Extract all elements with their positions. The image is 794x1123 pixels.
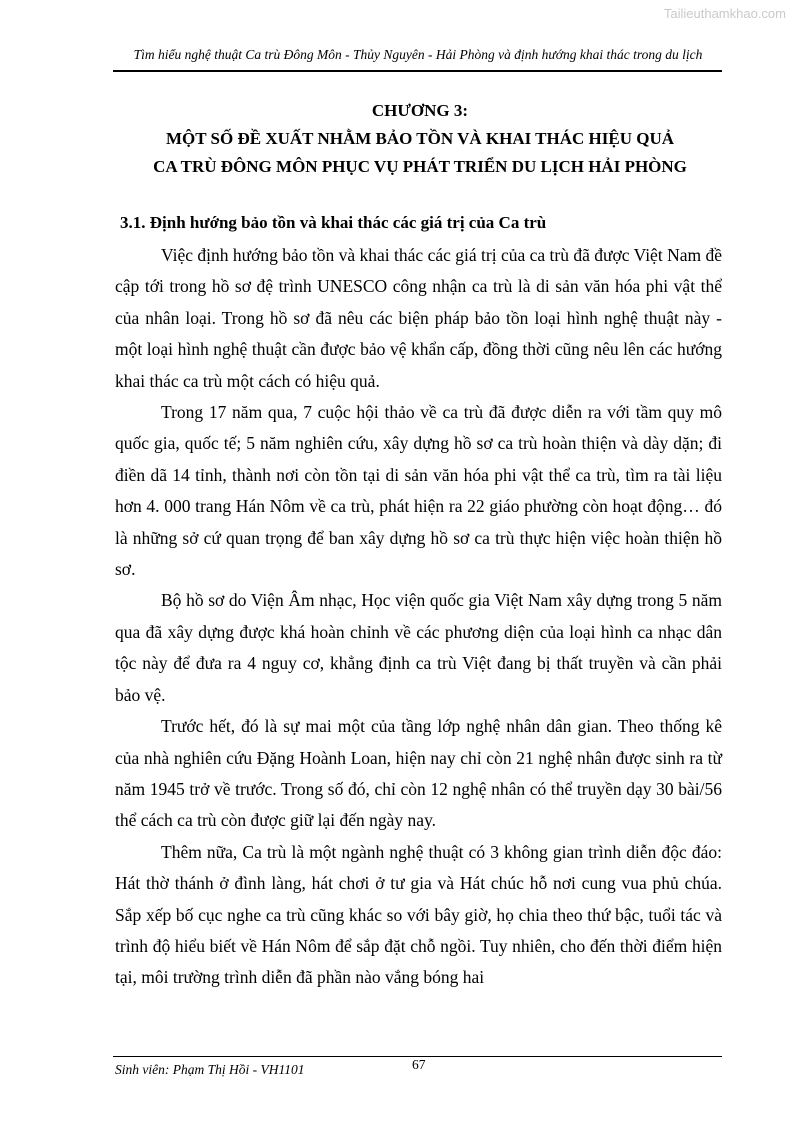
running-header: Tìm hiểu nghệ thuật Ca trù Đông Môn - Thủy Nguyên - Hải Phòng và định hướng khai thác trong du lịch: [133, 47, 703, 62]
watermark-text: Tailieuthamkhao.com: [663, 6, 786, 21]
paragraph: Thêm nữa, Ca trù là một ngành nghệ thuật có 3 không gian trình diễn độc đáo: Hát thờ thánh ở đình làng, hát chơi ở tư gia và Hát chúc hỗ nơi cung vua phủ chúa. Sắp xếp bố cục nghe ca trù cũng khác so với bây giờ, họ chia theo thứ bậc, tuổi tác và trình độ hiểu biết về Hán Nôm để sắp đặt chỗ ngồi. Tuy nhiên, cho đến thời điểm hiện tại, môi trường trình diễn đã phần nào vắng bóng hai: [115, 841, 722, 988]
page-number: 67: [412, 1057, 426, 1072]
chapter-number: CHƯƠNG 3:: [371, 101, 469, 120]
chapter-heading: [100, 97, 740, 181]
body-text: [115, 240, 722, 994]
section-heading: 3.1. Định hướng bảo tồn và khai thác các giá trị của Ca trù: [120, 213, 547, 232]
paragraph: Bộ hồ sơ do Viện Âm nhạc, Học viện quốc gia Việt Nam xây dựng trong 5 năm qua đã xây dựng được khá hoàn chỉnh về các phương diện của loại hình ca nhạc dân tộc này để đưa ra 4 nguy cơ, khẳng định ca trù Việt đang bị thất truyền và cần phải bảo vệ.: [115, 590, 722, 705]
chapter-title-line-1: MỘT SỐ ĐỀ XUẤT NHẰM BẢO TỒN VÀ KHAI THÁC HIỆU QUẢ: [165, 129, 675, 148]
paragraph: Trong 17 năm qua, 7 cuộc hội thảo về ca trù đã được diễn ra với tầm quy mô quốc gia, quốc tế; 5 năm nghiên cứu, xây dựng hồ sơ ca trù hoàn thiện và dày dặn; đi điền dã 14 tỉnh, thành nơi còn tồn tại di sản văn hóa phi vật thể ca trù, tìm ra tài liệu hơn 4. 000 trang Hán Nôm về ca trù, phát hiện ra 22 giáo phường còn hoạt động… đó là những sở cứ quan trọng để ban xây dựng hồ sơ ca trù thực hiện việc hoàn thiện hồ sơ.: [115, 402, 722, 580]
paragraph: Trước hết, đó là sự mai một của tầng lớp nghệ nhân dân gian. Theo thống kê của nhà nghiên cứu Đặng Hoành Loan, hiện nay chỉ còn 21 nghệ nhân được sinh ra từ năm 1945 trở về trước. Trong số đó, chỉ còn 12 nghệ nhân có thể truyền dạy 30 bài/56 thể cách ca trù còn được giữ lại đến ngày nay.: [115, 716, 722, 831]
footer-author: Sinh viên: Phạm Thị Hồi - VH1101: [115, 1062, 305, 1077]
paragraph: Việc định hướng bảo tồn và khai thác các giá trị của ca trù đã được Việt Nam đề cập tới trong hồ sơ đệ trình UNESCO công nhận ca trù là di sản văn hóa phi vật thể của nhân loại. Trong hồ sơ đã nêu các biện pháp bảo tồn loại hình nghệ thuật này - một loại hình nghệ thuật cần được bảo vệ khẩn cấp, đồng thời cũng nêu lên các hướng khai thác ca trù một cách có hiệu quả.: [115, 245, 722, 391]
chapter-title-line-2: CA TRÙ ĐÔNG MÔN PHỤC VỤ PHÁT TRIỂN DU LỊCH HẢI PHÒNG: [153, 157, 687, 176]
header-divider: [113, 70, 722, 72]
